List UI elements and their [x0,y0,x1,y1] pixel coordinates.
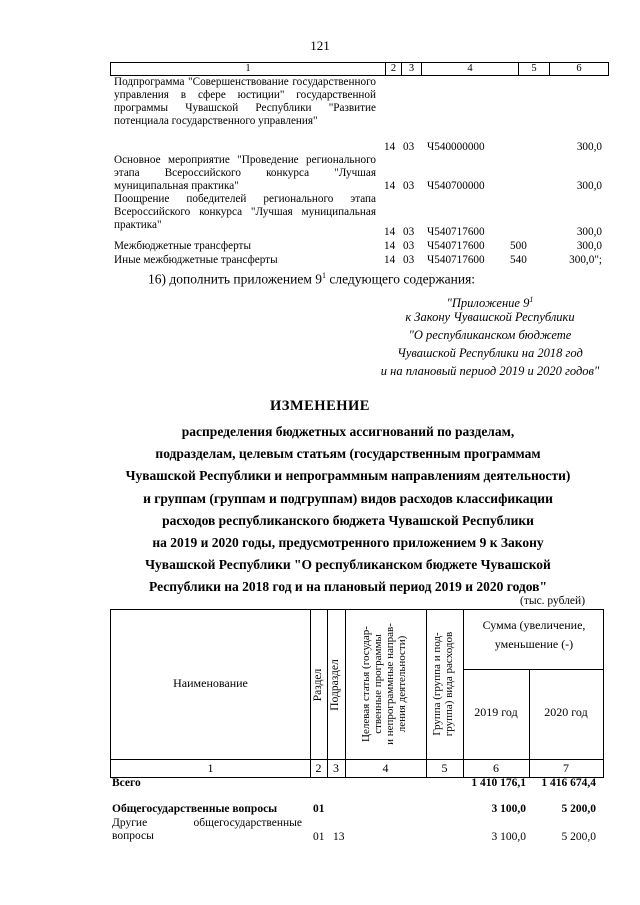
row-razdel: 01 [313,831,325,843]
row-csr: Ч540000000 [427,141,485,153]
document-subtitle [98,421,598,599]
epigraph-line-2: к Закону Чувашской Республики [405,310,575,324]
row-2020: 1 416 674,4 [541,777,596,789]
col-number: 3 [333,761,339,775]
header-csr [360,613,420,755]
page-number: 121 [310,38,330,53]
grid-line [345,610,346,777]
row-csr: Ч540717600 [427,254,485,266]
row-name: Поощрение победителей регионального этапа Всероссийского конкурса "Лучшая муниципальная практика" [114,193,376,231]
row-vr: 540 [510,254,527,266]
addition-tail: следующего содержания: [326,271,476,287]
header-name: Наименование [173,676,248,690]
row-podrazdel: 03 [403,254,415,266]
subtitle-line: и группам (группам и подгруппам) видов расходов классификации [143,490,553,506]
table1-header [110,62,609,76]
header-podrazdel: Подраздел [329,659,341,711]
epigraph-line-5: и на плановый период 2019 и 2020 годов" [380,364,600,378]
grid-line [111,759,603,760]
table1-header-col5: 5 [519,63,550,75]
table1-header-col4: 4 [422,63,519,75]
subtitle-line: распределения бюджетных ассигнований по разделам, [181,424,515,439]
subtitle-line: подразделам, целевым статьям (государственным программам [155,446,541,462]
epigraph-line-4: Чувашской Республики на 2018 год [397,346,583,360]
header-vr [431,613,459,755]
col-number: 7 [563,761,569,775]
row-sum: 300,0 [576,240,602,252]
header-vr-line: группа) вида расходов [443,631,455,737]
table1-header-col1: 1 [111,63,386,75]
epigraph-sup: 1 [529,295,534,304]
header-csr-line: и непрограммные направ- [384,623,396,745]
table2-header [110,609,604,778]
header-2020: 2020 год [544,705,588,719]
grid-line [310,610,311,777]
row-razdel: 14 [384,180,396,192]
subtitle-line: расходов республиканского бюджета Чувашской Республики [162,512,534,528]
subtitle-line: Республики на 2018 год и на плановый период 2019 и 2020 годов" [149,579,547,595]
grid-line [327,610,328,777]
table1-header-col6: 6 [576,63,582,74]
row-sum: 300,0 [576,141,602,153]
row-razdel: 14 [384,254,396,266]
grid-line [426,610,427,777]
header-razdel: Раздел [312,668,324,702]
units-label: (тыс. рублей) [520,595,586,607]
row-podrazdel: 03 [403,141,415,153]
col-number: 5 [441,761,448,775]
row-name: Всего [112,777,141,789]
subtitle-line: Чувашской Республики и непрограммным направлениям деятельности) [125,468,571,484]
row-2019: 1 410 176,1 [471,777,526,789]
header-csr-line: ственные программы [372,634,384,734]
col-number: 2 [315,761,322,775]
row-csr: Ч540700000 [427,180,485,192]
row-2020: 5 200,0 [561,831,596,843]
subtitle-line: на 2019 и 2020 годы, предусмотренного приложением 9 к Закону [152,535,544,551]
row-razdel: 01 [313,803,325,815]
table1-header-col2: 2 [386,63,402,75]
addition-line [148,271,475,288]
document-title: ИЗМЕНЕНИЕ [270,398,370,414]
row-csr: Ч540717600 [427,226,485,238]
addition-sup: 1 [322,271,327,280]
row-2020: 5 200,0 [561,803,596,815]
row-razdel: 14 [384,240,396,252]
epigraph-line-3: "О республиканском бюджете [408,328,572,342]
grid-line [463,610,464,777]
row-name: Общегосударственные вопросы [112,803,278,815]
addition-text: 16) дополнить приложением 9 [148,271,323,287]
grid-line [463,669,603,670]
row-sum: 300,0"; [569,254,602,266]
row-2019: 3 100,0 [491,803,526,815]
row-podrazdel: 03 [403,240,415,252]
row-podrazdel: 03 [403,180,415,192]
row-name: Подпрограмма "Совершенствование государственного управления в сфере юстиции" государственной программы Чувашской Республики "Развитие потенциала государственного управления" [114,76,376,127]
col-number: 4 [382,761,389,775]
row-sum: 300,0 [576,226,602,238]
table1-header-col3: 3 [402,63,422,75]
subtitle-line: Чувашской Республики "О республиканском бюджете Чувашской [145,557,551,573]
header-vr-line: Группа (группа и под- [431,632,443,736]
header-sum: Сумма (увеличение, уменьшение (-) [482,618,586,651]
row-razdel: 14 [384,226,396,238]
row-podrazdel: 13 [333,831,345,843]
row-name: Межбюджетные трансферты [114,240,251,252]
header-csr-line: ления деятельности) [396,635,408,733]
col-number: 6 [493,761,499,775]
row-podrazdel: 03 [403,226,415,238]
col-number: 1 [207,761,214,775]
header-2019: 2019 год [474,705,518,719]
row-2019: 3 100,0 [491,831,526,843]
row-vr: 500 [510,240,527,252]
epigraph-line-1-text: "Приложение 9 [446,296,530,311]
row-csr: Ч540717600 [427,240,485,252]
row-name: Другие общегосударственные вопросы [112,817,302,842]
row-name: Основное мероприятие "Проведение регионального этапа Всероссийского конкурса "Лучшая муниципальная практика" [114,154,376,192]
row-name: Иные межбюджетные трансферты [114,254,278,266]
row-sum: 300,0 [576,180,602,192]
row-razdel: 14 [384,141,396,153]
header-csr-line: Целевая статья (государ- [360,626,372,742]
